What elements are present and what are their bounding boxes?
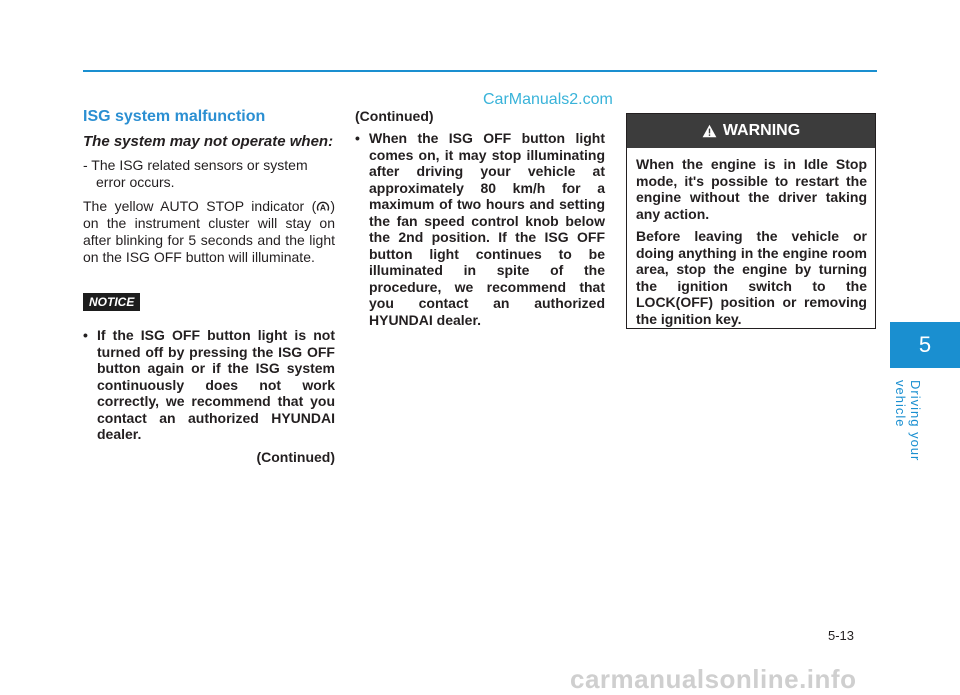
warning-header: [627, 114, 875, 148]
warning-paragraph: When the engine is in Idle Stop mode, it's possible to restart the engine without the driver taking any action.: [636, 156, 867, 222]
condition-item: - The ISG related sensors or system error occurs.: [83, 157, 308, 190]
warning-paragraph: Before leaving the vehicle or doing anything in the engine room area, stop the engine by turning the ignition switch to the LOCK(OFF) position or removing the ignition key.: [636, 228, 867, 327]
watermark-top[interactable]: CarManuals2.com: [483, 91, 613, 108]
section-subhead: The system may not operate when:: [83, 133, 334, 150]
notice-bullet-continued-text: When the ISG OFF button light comes on, it may stop illuminating after driving your vehicle at approximately 80 km/h for a maximum of two hours and setting the fan speed control knob below the 2nd position. If the ISG OFF button light continues to be illuminated in spite of the procedure, we recommend that you contact an authorized HYUNDAI dealer.: [369, 130, 605, 328]
notice-bullet: [83, 327, 335, 443]
top-rule: [83, 70, 877, 72]
continued-label-top: (Continued): [355, 108, 434, 124]
warning-box: [626, 113, 876, 329]
continued-label-bottom: (Continued): [256, 448, 335, 465]
chapter-label: Driving your vehicle: [893, 380, 923, 462]
warning-body: [627, 148, 875, 327]
svg-text:A: A: [320, 202, 327, 213]
bullet-dot: •: [83, 327, 88, 343]
notice-bullet-text: If the ISG OFF button light is not turned off by pressing the ISG OFF button again or if the ISG system continuously does not work correctly, we recommend that you contact an authorized HYUNDAI dealer.: [97, 327, 335, 442]
page-number: 5-13: [828, 628, 855, 643]
left-column: [83, 108, 335, 465]
bullet-dot: •: [355, 130, 360, 146]
warning-triangle-icon: [702, 124, 717, 138]
middle-column: [355, 108, 605, 328]
notice-bullet-continued: [355, 130, 605, 328]
notice-badge: NOTICE: [83, 293, 140, 311]
warning-title: WARNING: [722, 122, 801, 139]
indicator-paragraph-start: The yellow AUTO STOP indicator (: [83, 198, 317, 214]
auto-stop-indicator-icon: [316, 200, 330, 214]
chapter-tab[interactable]: 5: [890, 322, 960, 368]
section-title: ISG system malfunction: [83, 108, 266, 125]
indicator-paragraph-end: ) on the instrument cluster will stay on after blinking for 5 seconds and the light on the ISG OFF button will illuminate.: [83, 198, 335, 265]
watermark-bottom[interactable]: carmanualsonline.info: [570, 664, 857, 694]
indicator-paragraph: [83, 198, 335, 266]
